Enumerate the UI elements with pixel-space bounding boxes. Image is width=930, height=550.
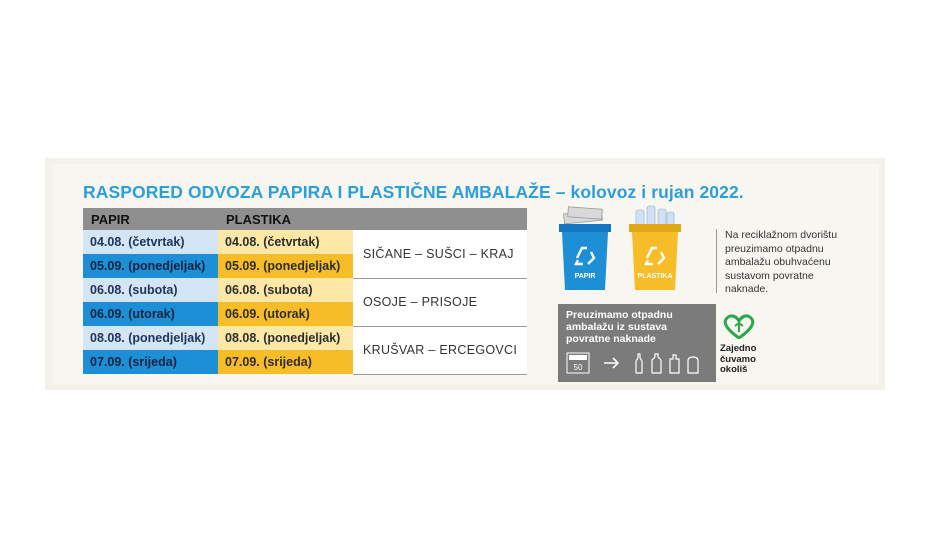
location-cell: SIČANE – SUŠCI – KRAJ — [353, 230, 527, 278]
schedule-banner — [45, 158, 885, 390]
paper-date: 06.09. (utorak) — [83, 302, 218, 326]
deposit-icons — [566, 351, 711, 375]
plastic-date: 07.09. (srijeda) — [218, 350, 353, 374]
paper-date: 04.08. (četvrtak) — [83, 230, 218, 254]
deposit-return-text: Preuzimamo otpadnu ambalažu iz sustava povratne naknade — [566, 309, 673, 345]
eco-slogan-line1: Zajedno — [720, 343, 757, 354]
heart-leaf-icon — [719, 314, 759, 339]
location-cell: OSOJE – PRISOJE — [353, 278, 527, 326]
arrow-right-icon — [604, 358, 618, 368]
schedule-table — [83, 208, 527, 375]
location-cell: KRUŠVAR – ERCEGOVCI — [353, 326, 527, 374]
deposit-return-box — [558, 304, 716, 382]
plastic-date: 06.08. (subota) — [218, 278, 353, 302]
deposit-coin-label: 50 — [573, 363, 583, 372]
plastic-date: 08.08. (ponedjeljak) — [218, 326, 353, 350]
eco-slogan — [720, 344, 756, 376]
column-header-plastic: PLASTIKA — [218, 208, 353, 230]
paper-date: 07.09. (srijeda) — [83, 350, 218, 374]
column-header-location — [353, 208, 527, 230]
page-title: RASPORED ODVOZA PAPIRA I PLASTIČNE AMBALAŽE – kolovoz i rujan 2022. — [83, 182, 744, 202]
paper-bin-icon — [556, 204, 614, 294]
paper-bin-label: PAPIR — [574, 273, 596, 280]
plastic-date: 06.09. (utorak) — [218, 302, 353, 326]
deposit-label-icon — [567, 353, 589, 373]
paper-date: 06.08. (subota) — [83, 278, 218, 302]
eco-slogan-line3: okoliš — [720, 364, 748, 375]
banner-panel — [53, 164, 879, 384]
info-text: Na reciklažnom dvorištu preuzimamo otpadnu ambalažu obuhvaćenu sustavom povratne naknade. — [716, 229, 855, 293]
bottle-icon — [636, 354, 698, 373]
paper-date: 08.08. (ponedjeljak) — [83, 326, 218, 350]
plastic-date: 04.08. (četvrtak) — [218, 230, 353, 254]
plastic-bin-icon — [626, 204, 684, 294]
eco-slogan-line2: čuvamo — [720, 353, 756, 365]
column-header-paper: PAPIR — [83, 208, 218, 230]
paper-date: 05.09. (ponedjeljak) — [83, 254, 218, 278]
plastic-bin-label: PLASTIKA — [637, 273, 673, 280]
plastic-date: 05.09. (ponedjeljak) — [218, 254, 353, 278]
